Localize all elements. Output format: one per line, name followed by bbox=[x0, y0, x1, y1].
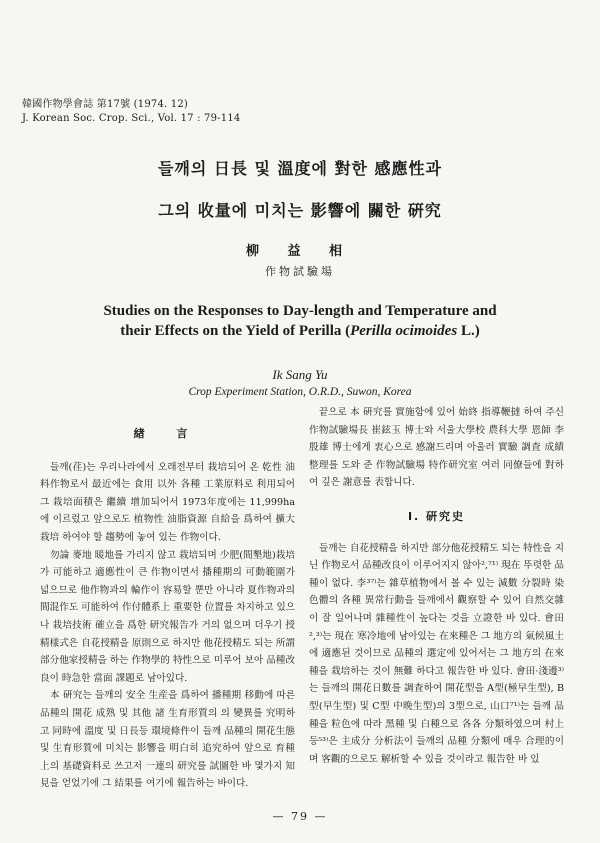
english-author-name: Ik Sang Yu bbox=[272, 367, 328, 382]
english-title-line-2-start: their Effects on the Yield of Perilla ( bbox=[120, 323, 351, 339]
introduction-paragraph: 들깨(荏)는 우리나라에서 오래전부터 栽培되어 온 乾性 油料作物로서 最近에는 食用 以外 各種 工業原料로 利用되어 그 栽培面積은 繼續 增加되어서 1973年度에는 11,999ha에 이르렀고 앞으로도 植物性 油脂資源 自給을 爲하여 擴大 栽培 하여야 할 趨勢에 놓여 있는 作物이다. bbox=[40, 461, 295, 543]
journal-citation bbox=[22, 98, 240, 126]
introduction-paragraph: 勿論 麥地 暖地를 가리지 않고 栽培되며 少肥(間墾地)栽培가 可能하고 適應性이 큰 作物이면서 播種期의 可動範圍가 넓으므로 他作物과의 輪作이 容易할 뿐만 아니라 夏作物과의 間混作도 可能하여 作付體系上 重要한 位置를 차지하고 있으나 栽培技術 確立을 爲한 研究報告가 거의 없으며 더우기 授精樣式은 自花授精을 原則으로 하지만 他花授精도 되는 所謂 部分他家授精을 하는 作物學的 特性으로 미루어 보아 品種改良이 時急한 當面 課題로 남아있다. bbox=[40, 549, 295, 684]
journal-citation-english: J. Korean Soc. Crop. Sci., Vol. 17 : 79-114 bbox=[22, 113, 241, 124]
korean-author-name: 柳 益 相 bbox=[245, 244, 355, 259]
research-history-heading: I. 硏究史 bbox=[407, 509, 466, 523]
korean-title-line-1: 들깨의 日長 및 溫度에 對한 感應性과 bbox=[157, 159, 443, 178]
korean-affiliation: 作物試驗場 bbox=[265, 265, 335, 278]
left-column bbox=[40, 425, 295, 793]
english-title-line-1: Studies on the Responses to Day-length and Temperature and bbox=[103, 303, 497, 319]
journal-citation-korean: 韓國作物學會誌 第17號 (1974. 12) bbox=[22, 99, 189, 110]
acknowledgement-paragraph: 끝으로 本 硏究를 實施함에 있어 始終 指導鞭撻 하여 주신 作物試驗場長 崔鉉玉 博士와 서울大學校 農科大學 恩師 李殷雄 博士에게 衷心으로 感謝드리며 아울러 實驗 調査 成績 整理를 도와 준 作物試驗場 特作研究室 여러 同僚들에 對하여 깊은 謝意를 表합니다. bbox=[309, 407, 564, 489]
research-history-paragraph: 들깨는 自花授精을 하지만 部分他花授精도 되는 特性을 지닌 作物로서 品種改良이 이루어지지 않아²,⁷¹⁾ 現在 뚜렷한 品種이 없다. 李³⁷⁾는 雜草植物에서 볼 수 있는 減數 分裂時 染色體의 各種 異常行動을 들깨에서 觀察할 수 있어 自然交雜이 잘 일어나며 雜種性이 높다는 것을 立證한 바 있다. 會田²,³⁾는 現在 寒冷地에 남아있는 在來種은 그 地方의 氣候風土에 適應된 것이므로 品種의 選定에 있어서는 그 地方의 在來種을 栽培하는 것이 無難 하다고 報告한 바 있다. 會田·淺邊³⁾는 들깨의 開花日數를 調査하여 開花型을 A型(極早生型), B型(早生型) 및 C型 中晩生型)의 3型으로, 山口⁷¹⁾는 들깨 品種을 粒色에 따라 黑種 및 白種으로 各各 分類하였으며 村上등⁵³⁾은 主成分 分析法이 들깨의 品種 分類에 매우 合理的이며 客觀的으로도 解析할 수 있을 것이라고 報告한 바 있 bbox=[309, 542, 564, 765]
korean-title-line-2: 그의 收量에 미치는 影響에 關한 硏究 bbox=[158, 201, 442, 220]
english-affiliation: Crop Experiment Station, O.R.D., Suwon, Korea bbox=[188, 386, 412, 398]
scientific-name: Perilla ocimoides bbox=[350, 323, 458, 339]
page-number: — 79 — bbox=[272, 810, 328, 823]
right-column bbox=[309, 404, 564, 768]
english-title-line-2 bbox=[0, 323, 600, 340]
english-title-line-2-end: L.) bbox=[457, 323, 480, 339]
introduction-paragraph: 本 硏究는 들깨의 安全 生産을 爲하여 播種期 移動에 따른 品種의 開花 成熟 및 其他 諸 生育形質의 의 變異를 究明하고 同時에 溫度 및 日長등 環境條件이 들깨 品種의 開花生態 및 生育形質에 미치는 影響을 明白히 追究하여 앞으로 育種上의 基礎資料로 쓰고저 一連의 研究를 試圖한 바 몇가지 知見을 얻었기에 그 結果를 여기에 報告하는 바이다. bbox=[40, 690, 295, 790]
introduction-heading: 緖 言 bbox=[133, 427, 202, 440]
